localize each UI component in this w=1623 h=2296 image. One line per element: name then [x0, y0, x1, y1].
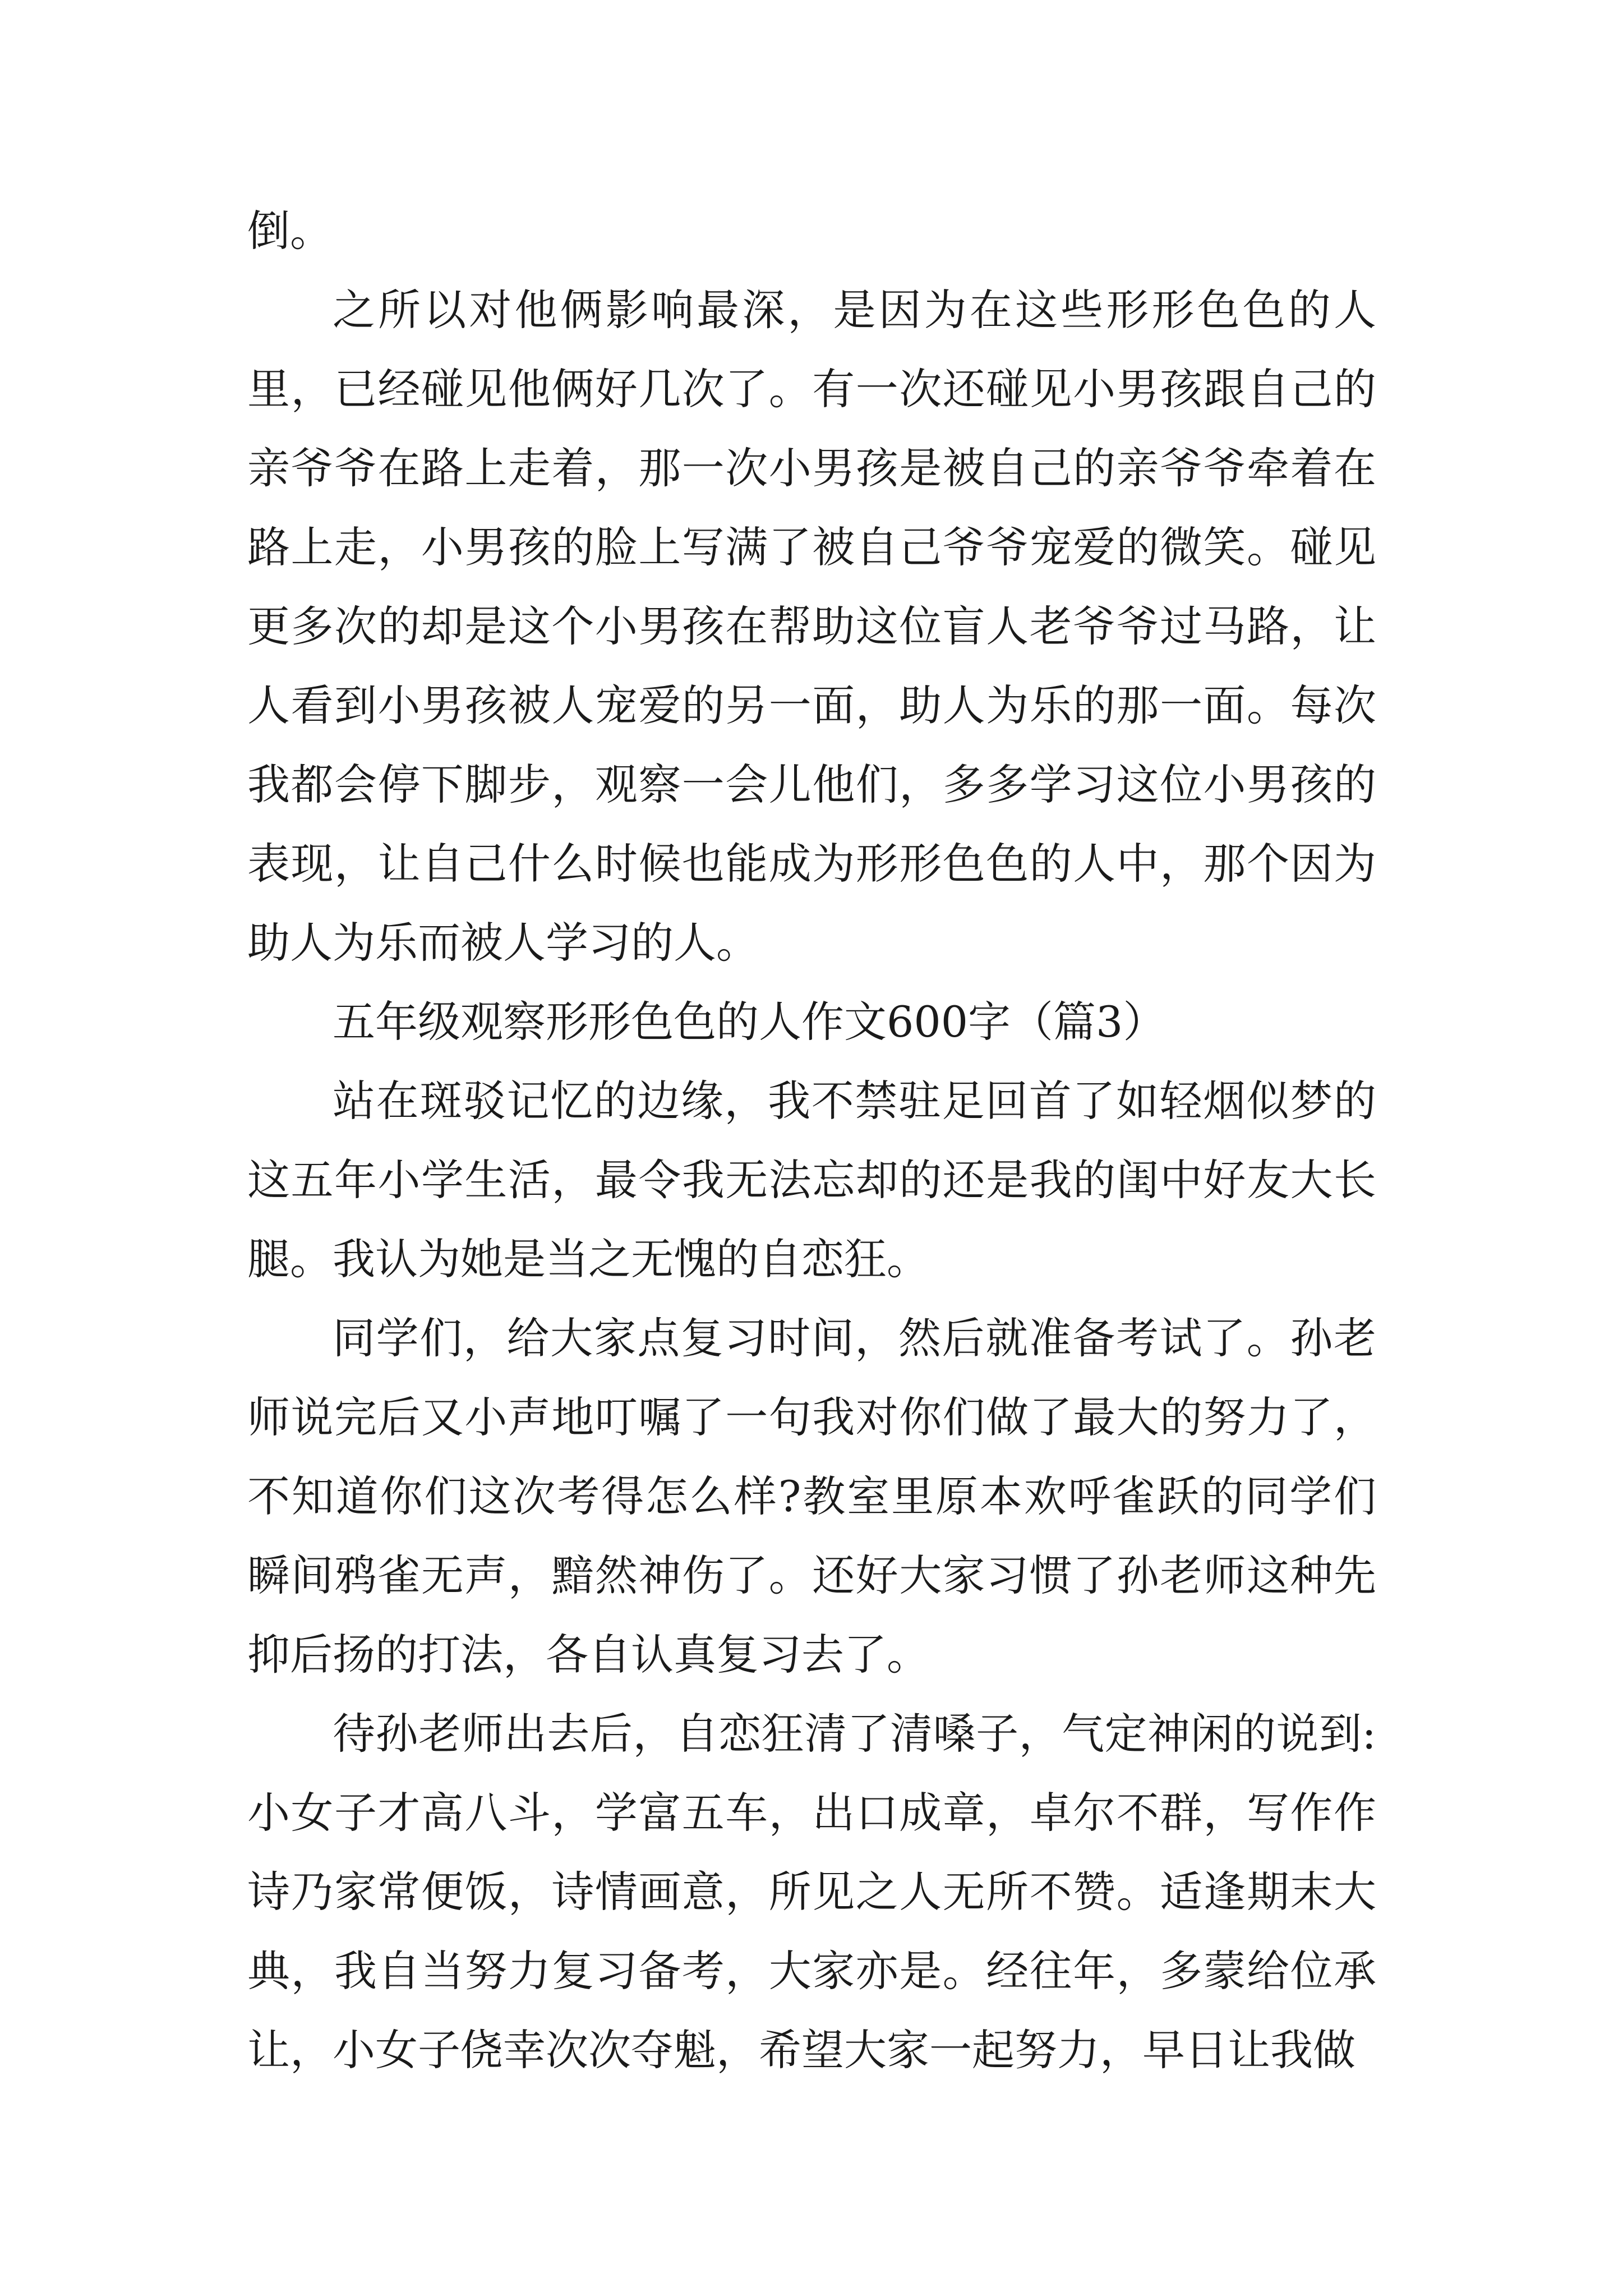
- paragraph-intro: 站在斑驳记忆的边缘，我不禁驻足回首了如轻烟似梦的这五年小学生活，最令我无法忘却的还是我的闺中好友大长腿。我认为她是当之无愧的自恋狂。: [247, 1076, 1376, 1284]
- paragraph-observation: 之所以对他俩影响最深，是因为在这些形形色色的人里，已经碰见他俩好几次了。有一次还碰见小男孩跟自己的亲爷爷在路上走着，那一次小男孩是被自己的亲爷爷牵着在路上走，小男孩的脸上写满了被自己爷爷宠爱的微笑。碰见更多次的却是这个小男孩在帮助这位盲人老爷爷过马路，让人看到小男孩被人宠爱的另一面，助人为乐的那一面。每次我都会停下脚步，观察一会儿他们，多多学习这位小男孩的表现，让自己什么时候也能成为形形色色的人中，那个因为助人为乐而被人学习的人。: [247, 285, 1376, 968]
- paragraph-continuation: 倒。: [247, 206, 333, 256]
- paragraph-teacher: 同学们，给大家点复习时间，然后就准备考试了。孙老师说完后又小声地叮嘱了一句我对你们做了最大的努力了，不知道你们这次考得怎么样?教室里原本欢呼雀跃的同学们瞬间鸦雀无声，黯然神伤了。还好大家习惯了孙老师这种先抑后扬的打法，各自认真复习去了。: [247, 1313, 1376, 1680]
- document-body: [247, 191, 1376, 2090]
- essay-heading: 五年级观察形形色色的人作文600字（篇3）: [333, 997, 1166, 1047]
- paragraph-speech: 待孙老师出去后，自恋狂清了清嗓子，气定神闲的说到:小女子才高八斗，学富五车，出口成章，卓尔不群，写作作诗乃家常便饭，诗情画意，所见之人无所不赞。适逢期末大典，我自当努力复习备考，大家亦是。经往年，多蒙给位承让，小女子侥幸次次夺魁，希望大家一起努力，早日让我做: [247, 1709, 1376, 2075]
